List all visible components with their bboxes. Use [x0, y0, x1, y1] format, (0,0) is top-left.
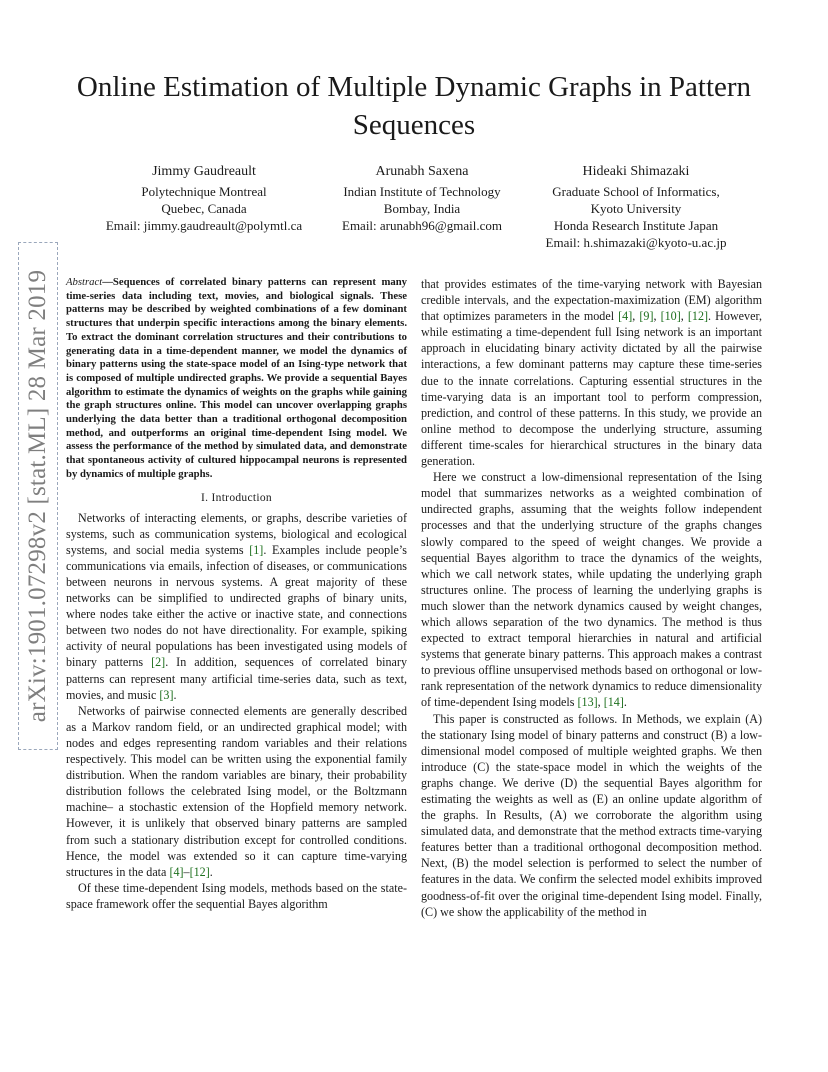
- citation-link[interactable]: [3]: [159, 687, 174, 702]
- author-name: Arunabh Saxena: [375, 164, 469, 179]
- left-column: [66, 276, 407, 912]
- paragraph-text: .: [173, 687, 177, 702]
- arxiv-identifier[interactable]: arXiv:1901.07298v2 [stat.ML] 28 Mar 2019: [24, 269, 51, 723]
- author-block-gaudreault: [90, 163, 318, 234]
- paragraph-text: . Examples include people’s communications via emails, infection of diseases, or communications between neurons in nervous systems. A great majority of these networks can be simplified to undirected graphs of binary units, where nodes take either the active or inactive state, and connections between two nodes do not have directionality. For example, spiking activity of neural populations has been investigated using models of binary patterns: [66, 542, 407, 670]
- citation-link[interactable]: [10]: [660, 309, 681, 324]
- paper-title: Online Estimation of Multiple Dynamic Graphs in Pattern Sequences: [76, 71, 752, 141]
- body-paragraph: [421, 469, 762, 710]
- author-email: Email: jimmy.gaudreault@polymtl.ca: [105, 218, 303, 233]
- abstract-label: Abstract: [66, 276, 103, 288]
- paragraph-text: Networks of interacting elements, or graphs, describe varieties of systems, such as communication systems, biological and ecological systems, and social media systems: [66, 510, 407, 557]
- left-body-text: [66, 510, 407, 912]
- body-paragraph: [421, 711, 762, 920]
- citation-link[interactable]: [2]: [151, 655, 166, 670]
- paragraph-text: . However, while estimating a time-dependent full Ising network is an important approach in elucidating binary activity dictated by all the pairwise interactions, a few dominant patterns may capture these time-series due to the innate correlations. Capturing essential structures in the time-varying data is an important tool to perform compression, prediction, and control of these patterns. In this study, we provide an online method to decompose the underlying structure, assuming different time-scales for hierarchical structures in the binary data generation.: [421, 309, 763, 469]
- paragraph-text: Here we construct a low-dimensional representation of the Ising model that summarizes networks as a weighted combination of undirected graphs, assuming that the weights follow independent processes and that the underlying structure of the graphs changes slowly compared to the speed of weight changes. We provide a sequential Bayes algorithm to trace the dynamics of the weights, which we call network states, while updating the underlying graph structures online. The process of learning the underlying graphs is much slower than the network dynamics caused by weight changes, which allows separation of the two dynamics. The method is thus expected to extract temporal hierarchies in natural and artificial systems that generate binary patterns. This approach makes a contrast to previous offline unsupervised methods based on orthogonal or low-rank representation of the network dynamics to reduce dimensionality of time-dependent Ising models: [421, 470, 762, 710]
- paragraph-text: ,: [632, 309, 640, 324]
- citation-link[interactable]: [9]: [639, 309, 654, 324]
- author-block-shimazaki: [526, 163, 746, 251]
- author-affiliation-2: Kyoto University: [590, 201, 682, 216]
- abstract-text: —Sequences of correlated binary patterns can represent many time-series data including text, movies, and biological signals. These patterns may be described by weighted combinations of a few dominant structures that underpin specific interactions among the binary elements. To extract the dominant correlation structures and their contributions to generating data in a time-dependent manner, we model the dynamics of binary patterns using the state-space model of an Ising-type network that is composed of multiple undirected graphs. We provide a sequential Bayes algorithm to estimate the dynamics of weights on the graphs while gaining the graph structures online. This model can uncover overlapping graphs underlying the data better than a traditional orthogonal decomposition method, and outperforms an original time-dependent Ising model. We assess the performance of the method by simulated data, and demonstrate that spontaneous activity of cultured hippocampal neurons is represented by dynamics of multiple graphs.: [66, 276, 407, 480]
- paragraph-text: Of these time-dependent Ising models, methods based on the state-space framework offer the sequential Bayes algorithm: [66, 880, 407, 911]
- citation-link[interactable]: [13]: [577, 695, 598, 710]
- body-paragraph: [66, 880, 407, 912]
- author-name: Hideaki Shimazaki: [582, 164, 690, 179]
- citation-link[interactable]: [12]: [189, 864, 210, 879]
- author-name: Jimmy Gaudreault: [152, 164, 256, 179]
- author-affiliation-3: Honda Research Institute Japan: [553, 218, 719, 233]
- citation-link[interactable]: [12]: [687, 309, 709, 324]
- paragraph-text: .: [623, 695, 627, 710]
- citation-link[interactable]: [4]: [169, 864, 184, 879]
- right-body-text: [421, 276, 762, 920]
- section-heading-introduction: I. Introduction: [201, 491, 272, 504]
- paragraph-text: .: [209, 864, 213, 879]
- author-email: Email: h.shimazaki@kyoto-u.ac.jp: [545, 235, 727, 250]
- citation-link[interactable]: [4]: [618, 309, 633, 324]
- author-block-saxena: [324, 163, 520, 234]
- citation-link[interactable]: [14]: [603, 695, 624, 710]
- paragraph-text: ,: [680, 309, 688, 324]
- body-paragraph: [66, 703, 407, 880]
- paragraph-text: This paper is constructed as follows. In Methods, we explain (A) the stationary Ising model of binary patterns and construct (B) a low-dimensional model composed of multiple weighted graphs. We then introduce (C) the state-space model in which the weights of the graphs change. We derive (D) the sequential Bayes algorithm for estimating the weights as well as (E) an online update algorithm of the graphs. In Results, (A) we corroborate the algorithm using simulated data, and demonstrate that the method extracts time-varying features better than a traditional orthogonal decomposition method. Next, (B) the model selection is performed to select the number of features in the data. We confirm the selected model exhibits improved goodness-of-fit over the original time-dependent Ising model. Finally, (C) we show the applicability of the method in: [421, 711, 762, 919]
- paragraph-text: ,: [653, 309, 661, 324]
- paragraph-text: . In addition, sequences of correlated binary patterns can represent many artificial time-series data, such as text, movies, and music: [66, 655, 408, 702]
- body-paragraph: [66, 510, 407, 703]
- author-location: Bombay, India: [383, 201, 461, 216]
- author-affiliation: Polytechnique Montreal: [141, 184, 267, 199]
- author-affiliation: Graduate School of Informatics,: [552, 184, 720, 199]
- citation-link[interactable]: [1]: [249, 542, 264, 557]
- author-affiliation: Indian Institute of Technology: [343, 184, 501, 199]
- body-paragraph: [421, 276, 762, 469]
- paragraph-text: –: [183, 864, 190, 879]
- abstract: [66, 276, 407, 482]
- author-location: Quebec, Canada: [161, 201, 247, 216]
- right-column: [421, 276, 762, 920]
- author-email: Email: arunabh96@gmail.com: [342, 218, 502, 233]
- paragraph-text: that provides estimates of the time-varying network with Bayesian credible intervals, and the expectation-maximization (EM) algorithm that optimizes parameters in the model: [421, 277, 762, 324]
- paragraph-text: Networks of pairwise connected elements are generally described as a Markov random field, or an undirected graphical model; with nodes and edges representing random variables and their relations respectively. This model can be written using the exponential family distribution. When the random variables are binary, their probability distribution follows the celebrated Ising model, or the Boltzmann machine– a stochastic extension of the Hopfield memory network. However, it is unlikely that observed binary patterns are sampled from such a stationary distribution except for controlled conditions. Hence, the model was extended so it can capture time-varying structures in the data: [66, 703, 407, 879]
- paragraph-text: ,: [597, 695, 604, 710]
